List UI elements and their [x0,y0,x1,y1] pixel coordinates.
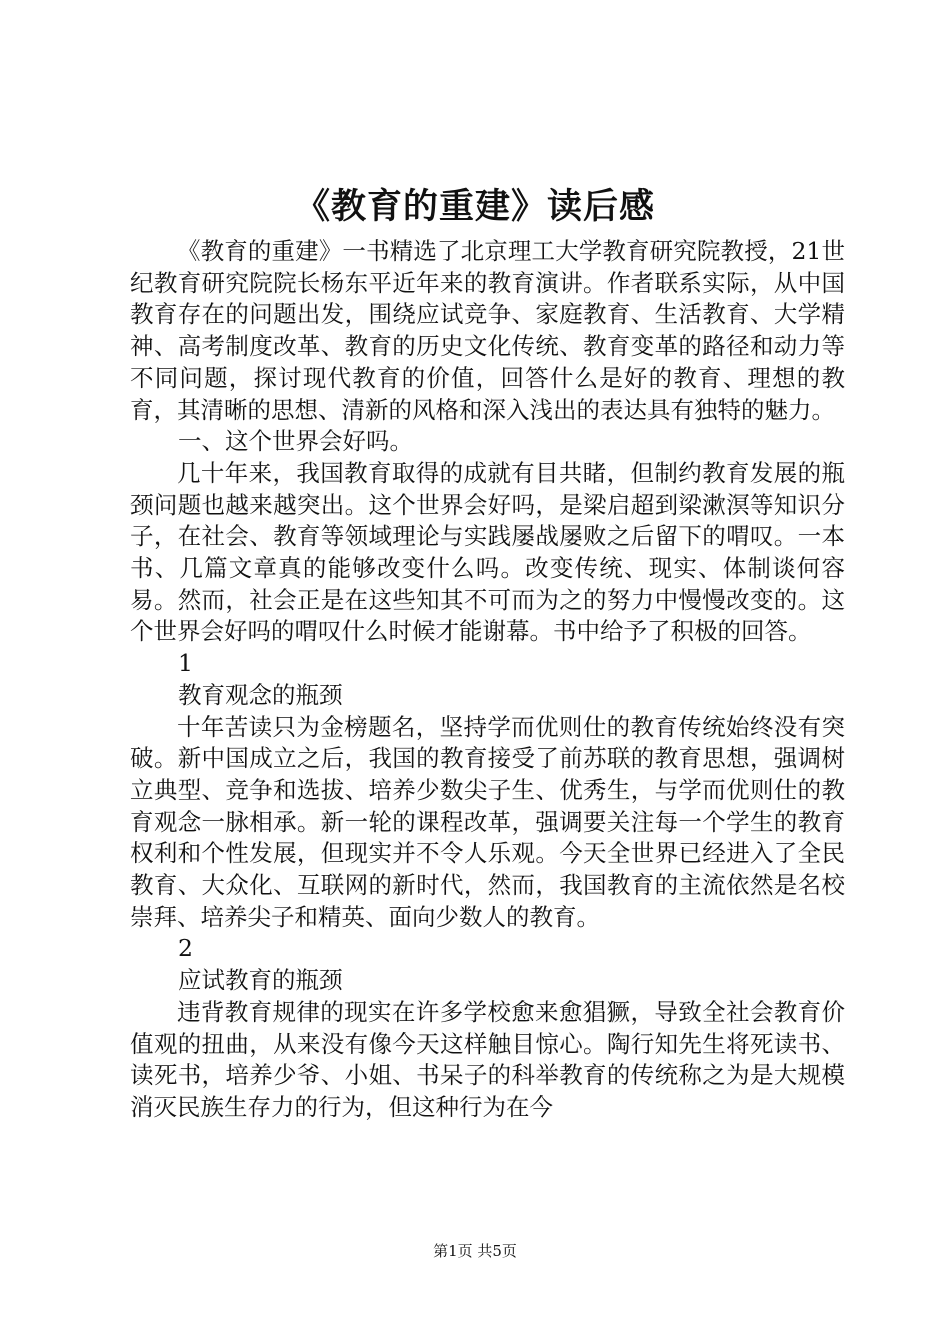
paragraph: 《教育的重建》一书精选了北京理工大学教育研究院教授，21世纪教育研究院院长杨东平近年来的教育演讲。作者联系实际，从中国教育存在的问题出发，围绕应试竞争、家庭教育、生活教育、大学精神、高考制度改革、教育的历史文化传统、教育变革的路径和动力等不同问题，探讨现代教育的价值，回答什么是好的教育、理想的教育，其清晰的思想、清新的风格和深入浅出的表达具有独特的魅力。 [130,237,845,424]
section-heading: 1 [178,649,193,678]
paragraph: 违背教育规律的现实在许多学校愈来愈猖獗，导致全社会教育价值观的扭曲，从来没有像今天这样触目惊心。陶行知先生将死读书、读死书，培养少爷、小姐、书呆子的科举教育的传统称之为是大规模消灭民族生存力的行为，但这种行为在今 [130,997,845,1121]
page-footer: 第1页 共5页 [433,1242,517,1260]
paragraph: 十年苦读只为金榜题名，坚持学而优则仕的教育传统始终没有突破。新中国成立之后，我国的教育接受了前苏联的教育思想，强调树立典型、竞争和选拔、培养少数尖子生、优秀生，与学而优则仕的教育观念一脉相承。新一轮的课程改革，强调要关注每一个学生的教育权利和个性发展，但现实并不令人乐观。今天全世界已经进入了全民教育、大众化、互联网的新时代，然而，我国教育的主流依然是名校崇拜、培养尖子和精英、面向少数人的教育。 [130,712,845,931]
section-heading: 应试教育的瓶颈 [178,966,343,995]
document-title: 《教育的重建》读后感 [294,186,655,227]
paragraph: 几十年来，我国教育取得的成就有目共睹，但制约教育发展的瓶颈问题也越来越突出。这个世界会好吗，是梁启超到梁漱溟等知识分子，在社会、教育等领域理论与实践屡战屡败之后留下的喟叹。一本书、几篇文章真的能够改变什么吗。改变传统、现实、体制谈何容易。然而，社会正是在这些知其不可而为之的努力中慢慢改变的。这个世界会好吗的喟叹什么时候才能谢幕。书中给予了积极的回答。 [130,458,845,646]
section-heading: 一、这个世界会好吗。 [178,427,413,456]
document-body [130,236,845,1124]
section-heading: 2 [178,934,193,963]
section-heading: 教育观念的瓶颈 [178,680,343,709]
